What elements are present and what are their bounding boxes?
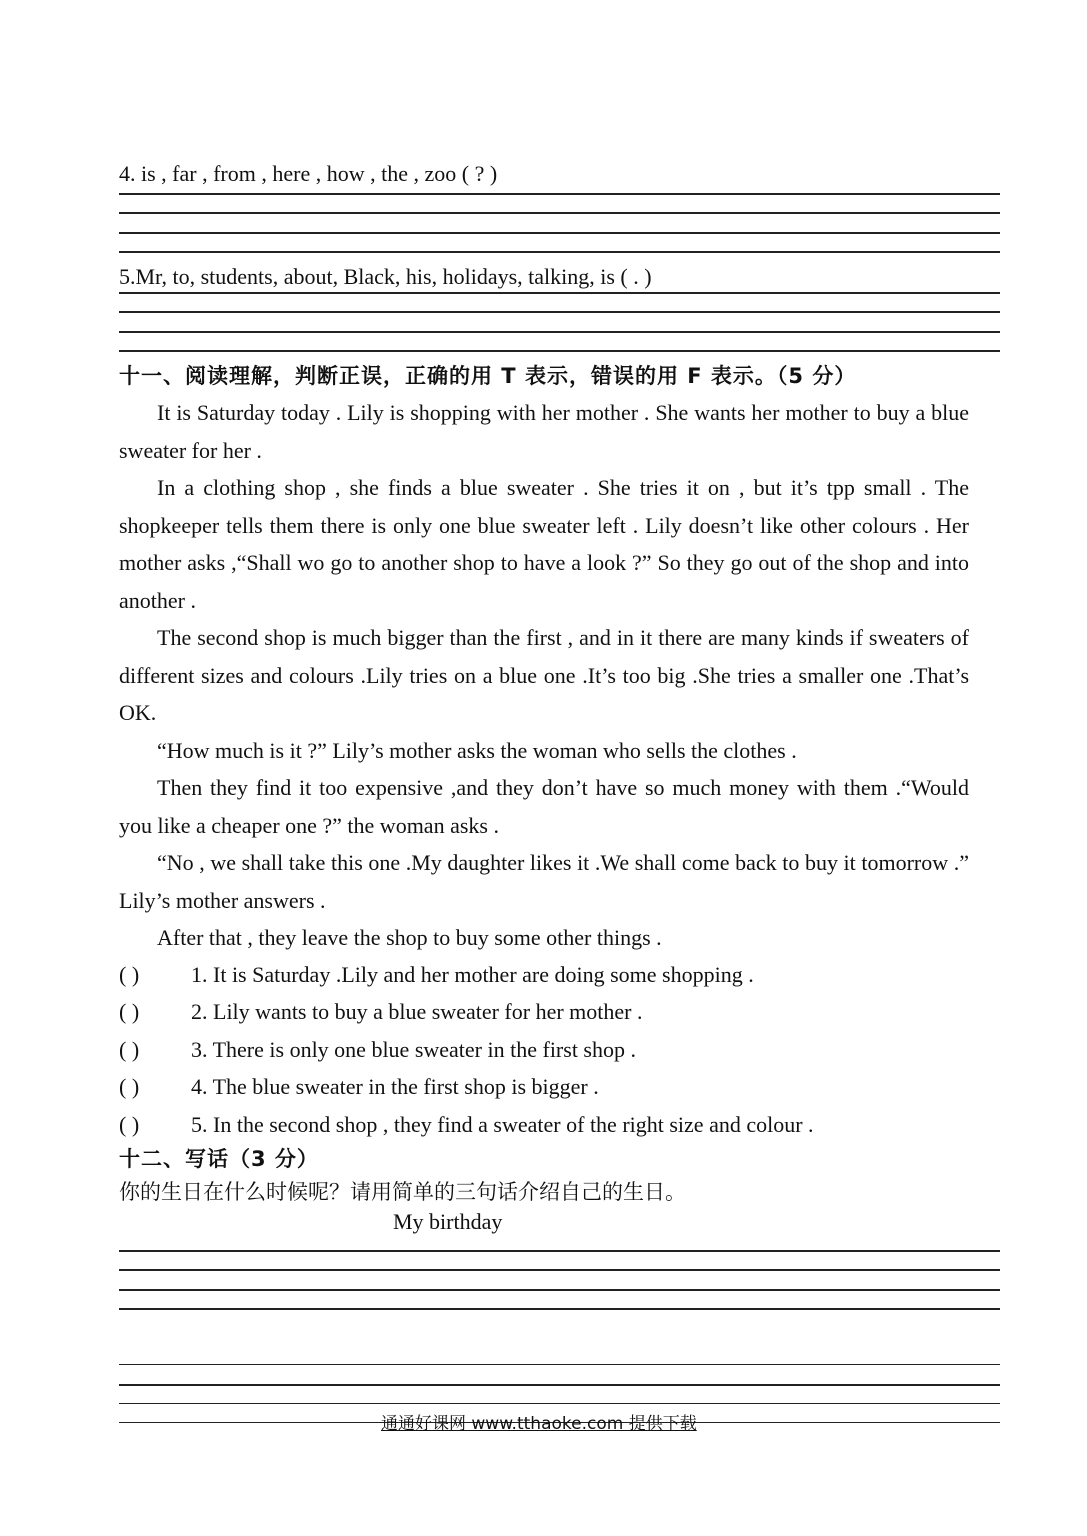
answer-line [119, 1384, 1000, 1386]
answer-line [119, 193, 1000, 195]
question-text: 1. It is Saturday .Lily and her mother are doing some shopping . [191, 962, 754, 987]
question-text: 5. In the second shop , they find a sweater of the right size and colour . [191, 1112, 814, 1137]
answer-line [119, 311, 1000, 313]
answer-line [119, 292, 1000, 294]
passage-paragraph: After that , they leave the shop to buy some other things . [157, 925, 662, 950]
answer-line [119, 1403, 1000, 1404]
answer-line [119, 1289, 1000, 1291]
passage-paragraph: Then they find it too expensive ,and they don’t have so much money with them .“Would you like a cheaper one ?” the woman asks . [119, 775, 969, 838]
question-text: 3. There is only one blue sweater in the first shop . [191, 1037, 636, 1062]
passage-paragraph: “How much is it ?” Lily’s mother asks the woman who sells the clothes . [157, 737, 797, 763]
answer-line [119, 1364, 1000, 1365]
tf-question-4 [119, 1074, 599, 1100]
answer-line [119, 251, 1000, 253]
passage-paragraph: It is Saturday today . Lily is shopping with her mother . She wants her mother to buy a blue sweater for her . [119, 400, 969, 463]
answer-line [119, 1269, 1000, 1271]
footer-link[interactable]: 通通好课网 www.tthaoke.com 提供下载 [381, 1414, 697, 1434]
answer-blank[interactable]: ( ) [119, 962, 140, 987]
tf-question-2 [119, 999, 642, 1025]
writing-prompt: 你的生日在什么时候呢？请用简单的三句话介绍自己的生日。 [119, 1180, 686, 1204]
question-text: 2. Lily wants to buy a blue sweater for her mother . [191, 999, 643, 1024]
answer-line [119, 232, 1000, 234]
answer-line [119, 350, 1000, 352]
passage-paragraph: In a clothing shop , she finds a blue sweater . She tries it on , but it’s tpp small . The shopkeeper tells them there is only one blue sweater left . Lily doesn’t like other colours . Her mother asks ,“Shall wo go to another shop to have a look ?” So they go out of the shop and into another . [119, 475, 969, 613]
question-text: 4. The blue sweater in the first shop is bigger . [191, 1074, 599, 1099]
passage-paragraph: “No , we shall take this one .My daughter likes it .We shall come back to buy it tomorrow .” Lily’s mother answers . [119, 850, 969, 913]
tf-question-5 [119, 1112, 814, 1138]
passage-paragraph: The second shop is much bigger than the first , and in it there are many kinds if sweaters of different sizes and colours .Lily tries on a blue one .It’s too big .She tries a smaller one .That’s OK. [119, 625, 969, 725]
answer-blank[interactable]: ( ) [119, 1074, 140, 1099]
section-12-heading: 十二、写话（3 分） [119, 1147, 319, 1171]
reading-passage [119, 394, 969, 957]
section-11-heading: 十一、阅读理解，判断正误，正确的用 T 表示，错误的用 F 表示。（5 分） [119, 364, 857, 388]
tf-question-3 [119, 1037, 636, 1063]
question-5: 5.Mr, to, students, about, Black, his, holidays, talking, is ( . ) [119, 264, 652, 289]
answer-blank[interactable]: ( ) [119, 1037, 140, 1062]
answer-line [119, 331, 1000, 333]
answer-line [119, 212, 1000, 214]
writing-title: My birthday [393, 1209, 503, 1234]
question-4: 4. is , far , from , here , how , the , zoo ( ? ) [119, 161, 498, 186]
answer-line [119, 1308, 1000, 1310]
answer-blank[interactable]: ( ) [119, 1112, 140, 1137]
answer-line [119, 1250, 1000, 1252]
answer-blank[interactable]: ( ) [119, 999, 140, 1024]
tf-question-1 [119, 962, 754, 988]
